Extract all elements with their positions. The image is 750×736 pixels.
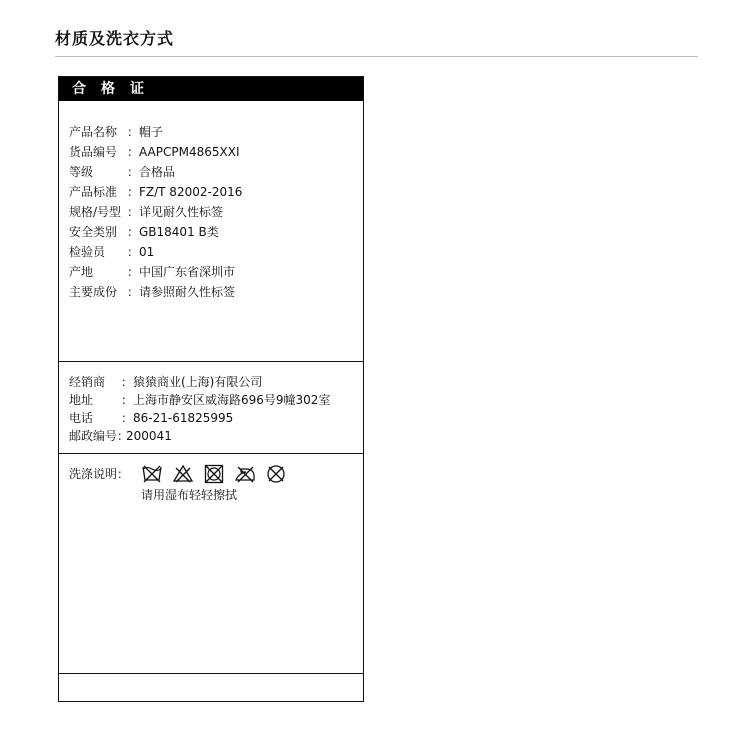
- row-value: 详见耐久性标签: [139, 205, 224, 219]
- distributor-row-postcode: 邮政编号：200041: [69, 429, 172, 443]
- product-row-standard: 产品标准 ：FZ/T 82002-2016: [69, 185, 243, 199]
- product-row-inspector: 检验员 ：01: [69, 245, 155, 259]
- row-label: 安全类别: [69, 225, 118, 239]
- row-value: 请参照耐久性标签: [139, 285, 236, 299]
- row-value: 上海市静安区威海路696号9幢302室: [133, 393, 331, 407]
- product-row-name: 产品名称 ：帽子: [69, 125, 164, 139]
- do-not-iron-icon: [234, 463, 256, 485]
- product-row-grade: 等级 ：合格品: [69, 165, 176, 179]
- certificate-card: [58, 76, 364, 702]
- product-row-size: 规格/号型 ：详见耐久性标签: [69, 205, 224, 219]
- distributor-row-name: 经销商 ：猿猿商业(上海)有限公司: [69, 375, 263, 389]
- distributor-row-address: 地址 ：上海市静安区威海路696号9幢302室: [69, 393, 331, 407]
- row-label: 规格/号型: [69, 205, 122, 219]
- row-label: 邮政编号: [69, 429, 118, 443]
- care-note: 请用湿布轻轻擦拭: [141, 488, 238, 502]
- do-not-bleach-icon: [172, 463, 194, 485]
- product-row-origin: 产地 ：中国广东省深圳市: [69, 265, 236, 279]
- row-value: 86-21-61825995: [133, 411, 234, 425]
- do-not-dry-clean-icon: [265, 463, 287, 485]
- product-row-sku: 货品编号 ：AAPCPM4865XXI: [69, 145, 240, 159]
- section-divider: [59, 453, 363, 454]
- row-value: GB18401 B类: [139, 225, 219, 239]
- row-value: 猿猿商业(上海)有限公司: [133, 375, 263, 389]
- distributor-row-phone: 电话 ：86-21-61825995: [69, 411, 234, 425]
- page-title: 材质及洗衣方式: [55, 29, 175, 48]
- title-divider: [55, 56, 698, 57]
- certificate-header: [59, 77, 363, 101]
- row-value: AAPCPM4865XXI: [139, 145, 240, 159]
- row-label: 洗涤说明: [69, 467, 118, 481]
- do-not-tumble-dry-icon: [203, 463, 225, 485]
- row-label: 货品编号: [69, 145, 118, 159]
- section-divider: [59, 673, 363, 674]
- row-value: 中国广东省深圳市: [139, 265, 236, 279]
- row-label: 电话: [69, 411, 94, 425]
- row-value: 200041: [126, 429, 172, 443]
- row-label: 主要成份: [69, 285, 118, 299]
- product-row-composition: 主要成份 ：请参照耐久性标签: [69, 285, 236, 299]
- care-label-row: 洗涤说明：: [69, 467, 130, 481]
- row-value: FZ/T 82002-2016: [139, 185, 243, 199]
- do-not-wash-icon: [141, 463, 163, 485]
- product-row-safety: 安全类别 ：GB18401 B类: [69, 225, 219, 239]
- row-label: 地址: [69, 393, 94, 407]
- row-label: 产品标准: [69, 185, 118, 199]
- header-char: 格: [101, 81, 115, 97]
- row-value: 合格品: [139, 165, 176, 179]
- row-label: 产品名称: [69, 125, 118, 139]
- row-label: 产地: [69, 265, 94, 279]
- header-char: 合: [72, 81, 86, 97]
- row-value: 01: [139, 245, 155, 259]
- section-divider: [59, 361, 363, 362]
- row-label: 经销商: [69, 375, 106, 389]
- row-label: 检验员: [69, 245, 106, 259]
- row-label: 等级: [69, 165, 94, 179]
- care-icons: [141, 463, 296, 485]
- row-value: 帽子: [139, 125, 164, 139]
- header-char: 证: [130, 81, 144, 97]
